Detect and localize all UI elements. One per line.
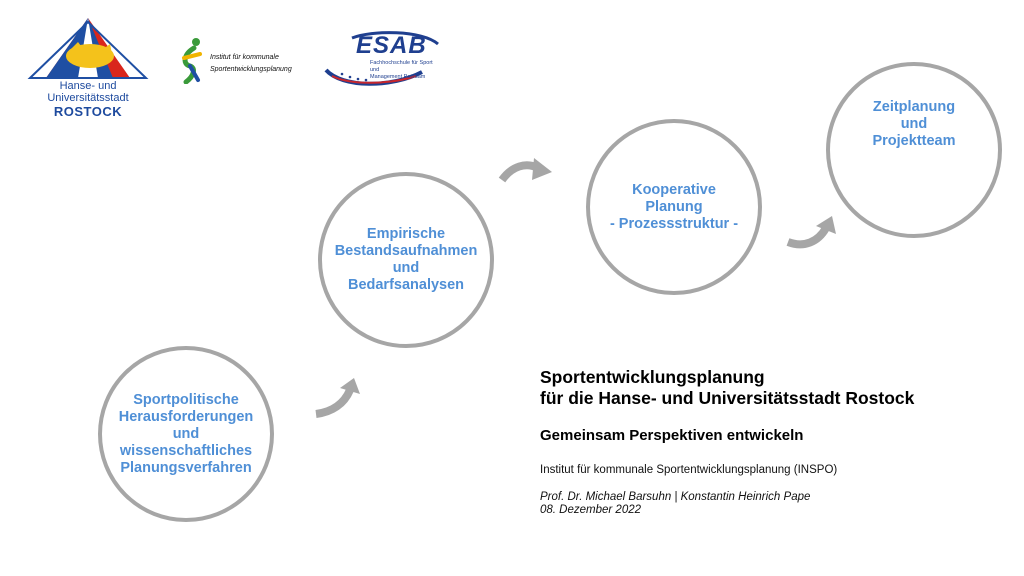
title-line-1: Sportentwicklungsplanung <box>540 367 765 387</box>
step-label-2: Empirische Bestandsaufnahmen und Bedarfsanalysen <box>334 226 478 293</box>
esab-logo-line2: Management Potsdam <box>370 74 426 80</box>
inspo-logo-line1: Institut für kommunale <box>210 54 279 61</box>
step-circle-4 <box>826 62 1002 238</box>
arrow-icon-1 <box>310 374 370 424</box>
step-circle-2 <box>318 172 494 348</box>
subtitle: Gemeinsam Perspektiven entwickeln <box>540 427 804 444</box>
title-line-2: für die Hanse- und Universitätsstadt Rostock <box>540 388 915 408</box>
step-circle-3 <box>586 119 762 295</box>
esab-logo-name: ESAB <box>356 32 427 59</box>
institute-line: Institut für kommunale Sportentwicklungsplanung (INSPO) <box>540 464 838 476</box>
arrow-icon-3 <box>784 212 844 256</box>
inspo-figure-icon <box>176 36 206 84</box>
arrow-icon-2 <box>496 152 556 188</box>
inspo-logo <box>176 36 306 86</box>
rostock-logo-line1: Hanse- und Universitätsstadt <box>47 80 129 104</box>
step-label-4: Zeitplanung und Projektteam <box>872 98 956 149</box>
inspo-logo-line2: Sportentwicklungsplanung <box>210 66 292 73</box>
info-block <box>540 367 1010 516</box>
step-circle-1 <box>98 346 274 522</box>
date-line: 08. Dezember 2022 <box>540 504 642 516</box>
rostock-logo <box>18 14 158 119</box>
esab-logo <box>322 30 442 88</box>
rostock-logo-line2: ROSTOCK <box>53 104 123 119</box>
step-label-1: Sportpolitische Herausforderungen und wissenschaftliches Planungsverfahren <box>118 391 254 476</box>
rostock-emblem-icon <box>18 14 158 86</box>
step-label-3: Kooperative Planung - Prozessstruktur - <box>609 181 739 232</box>
authors-line: Prof. Dr. Michael Barsuhn | Konstantin Heinrich Pape <box>540 491 811 503</box>
esab-logo-line1: Fachhochschule für Sport und <box>370 60 433 73</box>
